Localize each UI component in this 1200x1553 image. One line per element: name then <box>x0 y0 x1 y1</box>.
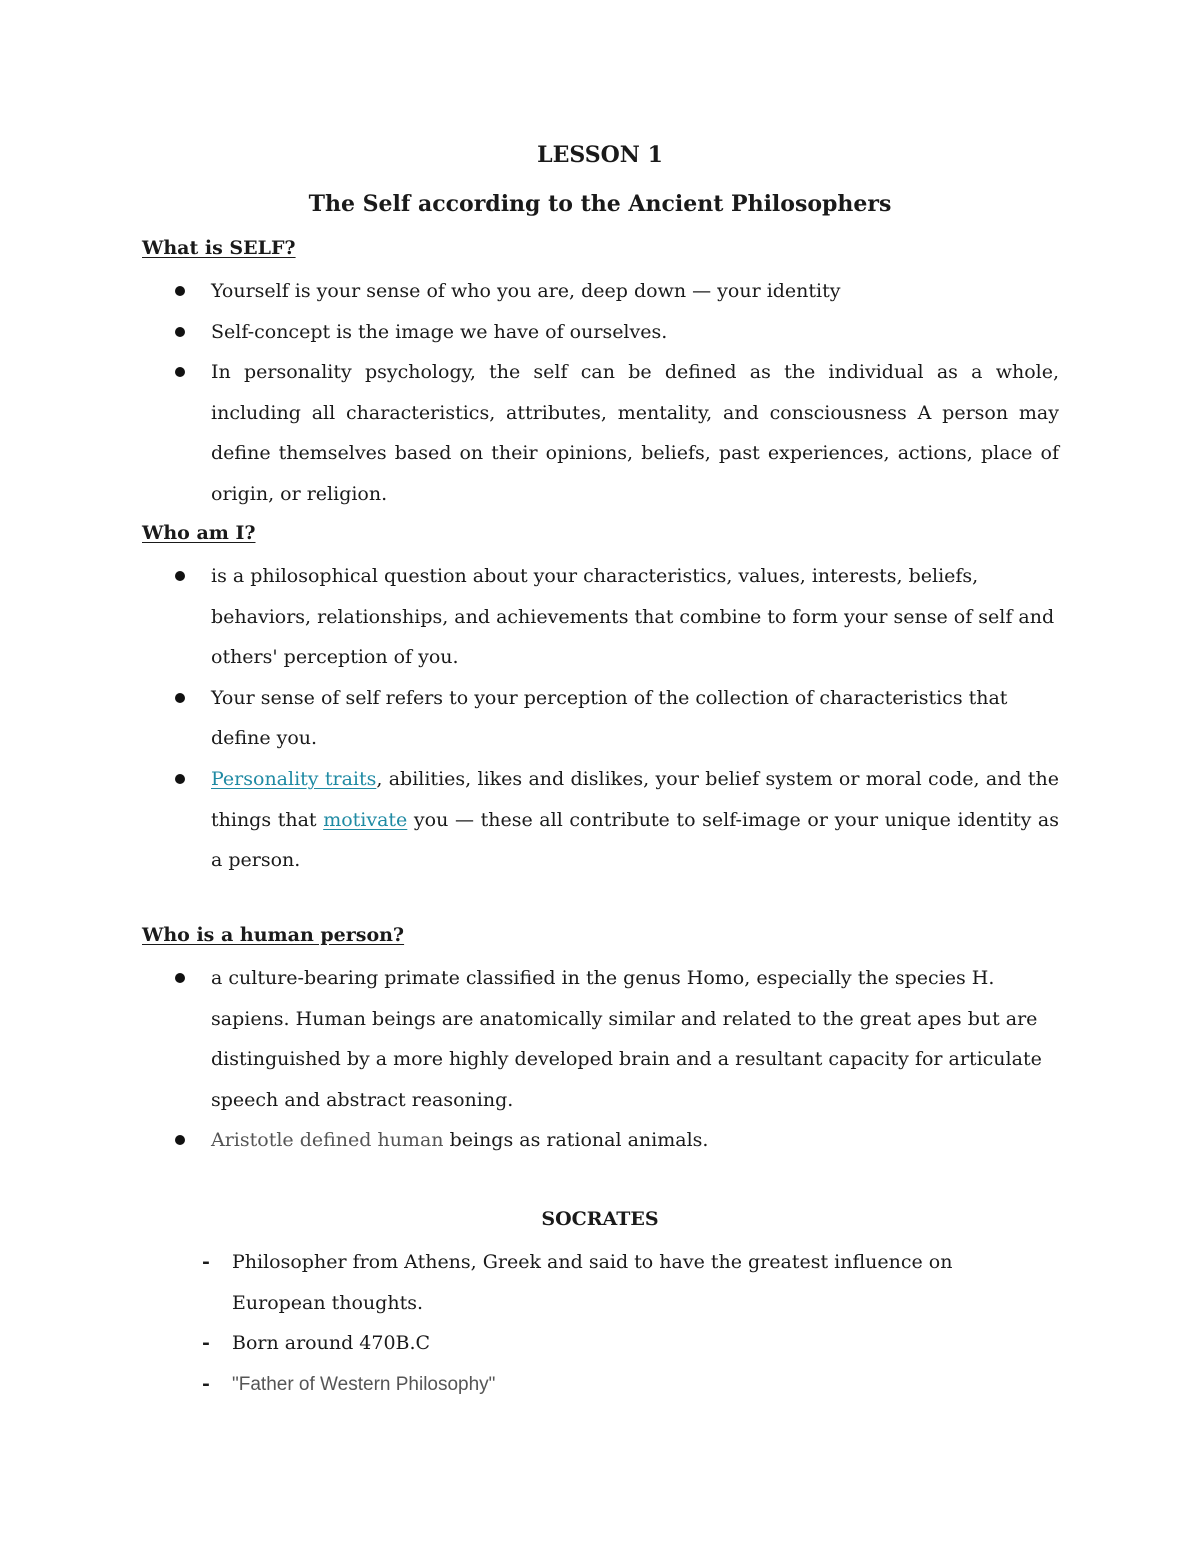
heading-who-is-human-person: Who is a human person? <box>142 924 405 946</box>
personality-traits-link[interactable]: Personality traits <box>211 767 377 790</box>
bullet-icon <box>175 693 185 703</box>
list-item-text: is a philosophical question about your characteristics, values, interests, beliefs, behaviors, relationships, and achievements that combine to form your sense of self and others' perception of you. <box>211 565 1055 669</box>
list-item <box>211 352 1059 514</box>
bullet-icon <box>175 571 185 581</box>
list-item <box>211 1120 1059 1161</box>
list-item-text: Your sense of self refers to your perception of the collection of characteristics that define you. <box>211 686 1008 750</box>
list-item-text: beings as rational animals. <box>443 1129 709 1152</box>
list-item-text: Self-concept is the image we have of ourselves. <box>211 320 668 343</box>
socrates-heading: SOCRATES <box>541 1208 659 1230</box>
list-item-text: Philosopher from Athens, Greek and said to have the greatest influence on European thoughts. <box>232 1251 953 1314</box>
father-of-western-philosophy-quote: "Father of Western Philosophy" <box>232 1373 496 1395</box>
list-item <box>202 1323 1052 1364</box>
list-item-text: Born around 470B.C <box>232 1332 431 1355</box>
bullet-icon <box>175 327 185 337</box>
list-item <box>211 678 1059 759</box>
motivate-link[interactable]: motivate <box>323 808 408 831</box>
lesson-title: LESSON 1 <box>537 142 663 168</box>
dash-marker: - <box>202 1332 210 1355</box>
list-item <box>211 958 1059 1120</box>
human-person-list <box>211 958 1059 1161</box>
list-item-grey-text: Aristotle defined human <box>211 1129 444 1152</box>
list-item <box>211 312 1059 353</box>
list-item <box>202 1242 1052 1323</box>
heading-who-am-i: Who am I? <box>142 522 256 544</box>
what-is-self-list <box>211 271 1059 515</box>
list-item-text: Yourself is your sense of who you are, deep down — your identity <box>211 280 841 302</box>
heading-what-is-self: What is SELF? <box>142 237 296 259</box>
bullet-icon <box>175 774 185 784</box>
bullet-icon <box>175 286 185 296</box>
list-item-text: a culture-bearing primate classified in the genus Homo, especially the species H. sapiens. Human beings are anatomically similar and related to the great apes but are distinguished by a more highly developed brain and a resultant capacity for articulate speech and abstract reasoning. <box>211 967 1042 1111</box>
bullet-icon <box>175 973 185 983</box>
socrates-list <box>202 1242 1052 1405</box>
list-item <box>202 1364 1052 1406</box>
list-item <box>211 759 1059 881</box>
list-item-text: , abilities, likes and dislikes, your belief system or moral code, and the things that <box>211 767 1059 831</box>
list-item-text: In personality psychology, the self can be defined as the individual as a whole, including all characteristics, attributes, mentality, and consciousness A person may define themselves based on their opinions, beliefs, past experiences, actions, place of origin, or religion. <box>211 361 1059 505</box>
list-item <box>211 556 1059 678</box>
bullet-icon <box>175 1135 185 1145</box>
who-am-i-list <box>211 556 1059 881</box>
dash-marker: - <box>202 1251 210 1273</box>
list-item-text: you — these all contribute to self-image or your unique identity as a person. <box>211 808 1060 872</box>
dash-marker: - <box>202 1372 210 1395</box>
lesson-subtitle: The Self according to the Ancient Philosophers <box>308 191 892 217</box>
bullet-icon <box>175 367 185 377</box>
list-item <box>211 271 1059 312</box>
